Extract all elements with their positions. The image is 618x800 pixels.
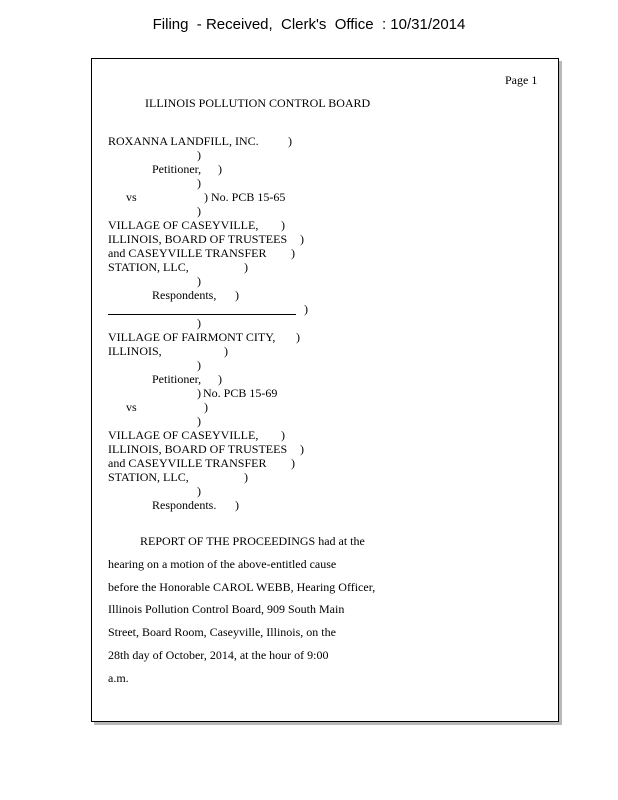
- bracket: ): [300, 232, 304, 246]
- case2-respondent-role: Respondents.: [152, 498, 217, 512]
- case1-vs: vs: [126, 190, 137, 204]
- case1-respondent-line: STATION, LLC,: [108, 260, 189, 274]
- case2-number: No. PCB 15-69: [203, 386, 278, 400]
- bracket: ): [304, 302, 308, 316]
- case1-respondent-line: VILLAGE OF CASEYVILLE,: [108, 218, 259, 232]
- bracket: ): [197, 274, 201, 288]
- bracket: ): [204, 400, 208, 414]
- bracket: ): [281, 428, 285, 442]
- bracket: ): [235, 498, 239, 512]
- report-line: before the Honorable CAROL WEBB, Hearing Officer,: [108, 580, 376, 594]
- case2-respondent-line: STATION, LLC,: [108, 470, 189, 484]
- bracket: ): [288, 134, 292, 148]
- bracket: ): [197, 386, 201, 400]
- case2-vs: vs: [126, 400, 137, 414]
- case2-petitioner-line: VILLAGE OF FAIRMONT CITY,: [108, 330, 276, 344]
- bracket: ): [244, 260, 248, 274]
- bracket: ): [197, 204, 201, 218]
- report-line: REPORT OF THE PROCEEDINGS had at the: [140, 534, 365, 548]
- bracket: ): [197, 484, 201, 498]
- bracket: ): [224, 344, 228, 358]
- filing-stamp: Filing - Received, Clerk's Office : 10/31/2014: [152, 16, 466, 33]
- case2-petitioner-line: ILLINOIS,: [108, 344, 162, 358]
- bracket: ): [218, 372, 222, 386]
- caption-divider: [108, 314, 296, 315]
- bracket: ): [197, 176, 201, 190]
- bracket: ): [197, 358, 201, 372]
- report-line: hearing on a motion of the above-entitled cause: [108, 557, 337, 571]
- document-page: [91, 58, 559, 722]
- report-line: a.m.: [108, 671, 129, 685]
- bracket: ): [218, 162, 222, 176]
- bracket: ): [300, 442, 304, 456]
- case2-respondent-line: VILLAGE OF CASEYVILLE,: [108, 428, 259, 442]
- case1-petitioner-name: ROXANNA LANDFILL, INC.: [108, 134, 259, 148]
- page-number: Page 1: [505, 73, 538, 87]
- case1-petitioner-role: Petitioner,: [152, 162, 202, 176]
- bracket: ): [291, 456, 295, 470]
- case1-number: No. PCB 15-65: [211, 190, 286, 204]
- bracket: ): [235, 288, 239, 302]
- case2-petitioner-role: Petitioner,: [152, 372, 202, 386]
- bracket: ): [197, 316, 201, 330]
- report-line: Illinois Pollution Control Board, 909 South Main: [108, 602, 345, 616]
- bracket: ): [244, 470, 248, 484]
- bracket: ): [291, 246, 295, 260]
- case2-respondent-line: and CASEYVILLE TRANSFER: [108, 456, 267, 470]
- report-line: 28th day of October, 2014, at the hour of 9:00: [108, 648, 329, 662]
- bracket: ): [197, 414, 201, 428]
- bracket: ): [197, 148, 201, 162]
- bracket: ): [281, 218, 285, 232]
- bracket: ): [204, 190, 208, 204]
- case2-respondent-line: ILLINOIS, BOARD OF TRUSTEES: [108, 442, 288, 456]
- case1-respondent-line: and CASEYVILLE TRANSFER: [108, 246, 267, 260]
- case1-respondent-line: ILLINOIS, BOARD OF TRUSTEES: [108, 232, 288, 246]
- bracket: ): [296, 330, 300, 344]
- report-line: Street, Board Room, Caseyville, Illinois, on the: [108, 625, 336, 639]
- board-title: ILLINOIS POLLUTION CONTROL BOARD: [145, 96, 371, 110]
- case1-respondent-role: Respondents,: [152, 288, 217, 302]
